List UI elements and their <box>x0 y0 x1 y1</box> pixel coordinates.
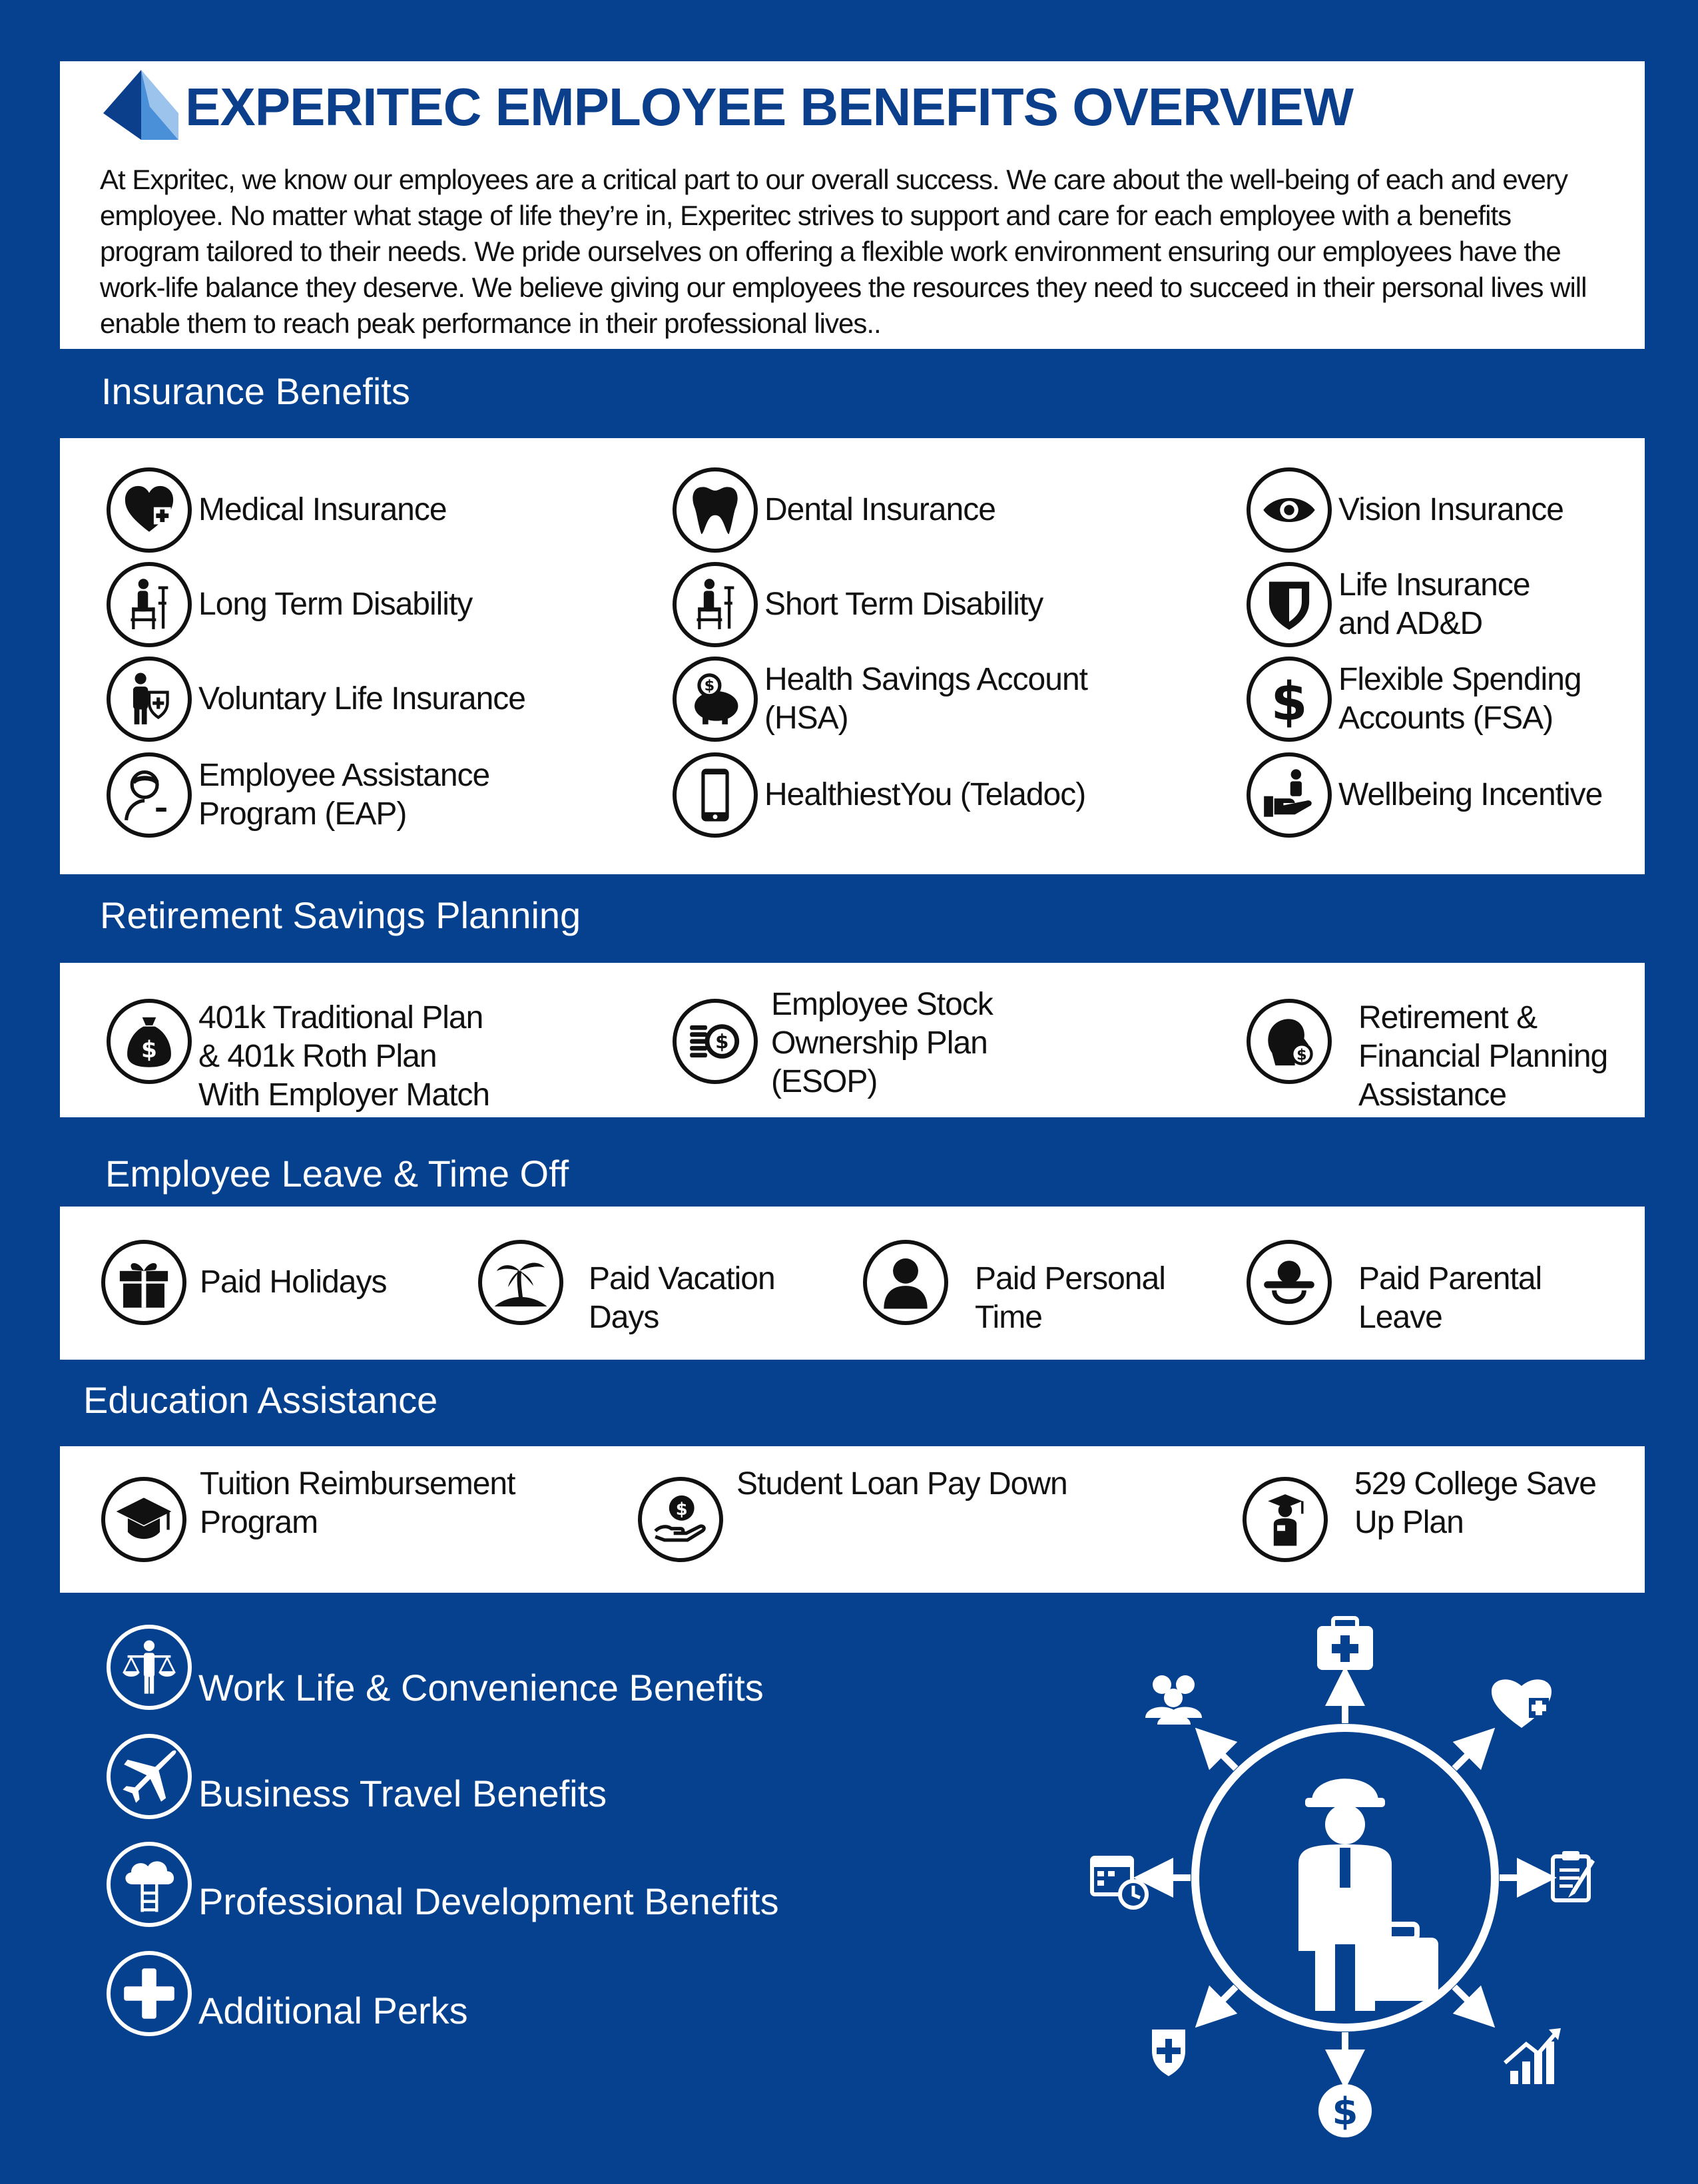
intro-paragraph: At Expritec, we know our employees are a critical part to our overall success. We care about the well-being of each and every employee. No matter what stage of life they’re in, Experitec strives to support and care for each employee with a benefits program tailored to their needs. We pride ourselves on offering a flexible work environment ensuring our employees have the work-life balance they deserve. We believe giving our employees the resources they need to succeed in their personal lives will enable them to reach peak performance in their professional lives.. <box>100 164 1587 339</box>
benefit-item-esop <box>673 987 993 1101</box>
head-dollar-icon <box>1247 999 1332 1084</box>
education-item-529 <box>1243 1466 1596 1562</box>
benefit-item-voluntary-life <box>107 657 525 742</box>
benefit-label: Medical Insurance <box>198 492 447 527</box>
graduate-icon <box>1243 1477 1328 1562</box>
education-label: Tuition Reimbursement Program <box>200 1466 515 1540</box>
benefit-item-life <box>1247 562 1530 647</box>
svg-text:$: $ <box>715 1030 729 1053</box>
benefit-label: Health Savings Account (HSA) <box>764 662 1087 736</box>
benefit-item-medical <box>107 467 447 553</box>
clipboard-check-icon <box>1553 1851 1595 1900</box>
leave-heading: Employee Leave & Time Off <box>105 1153 569 1195</box>
leave-label: Paid Parental Leave <box>1358 1261 1542 1335</box>
wheelchair-crutch-icon <box>107 562 192 647</box>
benefit-label: Flexible Spending Accounts (FSA) <box>1338 662 1581 736</box>
retirement-heading: Retirement Savings Planning <box>100 894 581 936</box>
benefit-label: Employee Stock Ownership Plan (ESOP) <box>771 987 993 1099</box>
education-item-tuition <box>101 1466 515 1562</box>
airplane-icon <box>107 1734 192 1819</box>
education-label: 529 College Save Up Plan <box>1354 1466 1596 1540</box>
leave-item-holidays <box>101 1240 386 1325</box>
coins-stack-icon <box>673 999 758 1084</box>
dollar-icon <box>1247 657 1332 742</box>
person-shield-icon <box>107 657 192 742</box>
graduation-cap-icon <box>101 1477 186 1562</box>
growth-chart-icon <box>1505 2028 1561 2084</box>
perk-business-travel <box>107 1734 607 1819</box>
benefit-label: Short Term Disability <box>764 587 1043 622</box>
benefit-item-fsa <box>1247 657 1581 742</box>
leave-item-vacation <box>478 1240 775 1337</box>
benefit-item-hsa <box>673 657 1087 742</box>
benefits-hub-illustration <box>1079 1611 1611 2157</box>
person-icon <box>863 1240 948 1325</box>
leave-item-personal <box>863 1240 1165 1337</box>
education-label: Student Loan Pay Down <box>736 1466 1067 1502</box>
heart-plus-icon <box>1492 1679 1552 1728</box>
perk-label: Professional Development Benefits <box>198 1880 779 1922</box>
benefit-label: Dental Insurance <box>764 492 995 527</box>
benefit-label: Life Insurance and AD&D <box>1338 567 1530 641</box>
benefit-item-wellbeing <box>1247 752 1602 838</box>
page-title: EXPERITEC EMPLOYEE BENEFITS OVERVIEW <box>185 77 1353 136</box>
smartphone-icon <box>673 752 758 838</box>
benefit-item-dental <box>673 467 995 553</box>
benefit-item-healthiestyou <box>673 752 1085 838</box>
leave-label: Paid Vacation Days <box>589 1261 775 1335</box>
benefit-item-eap <box>107 752 489 838</box>
benefit-item-retirement-planning <box>1247 999 1607 1115</box>
benefit-label: Retirement & Financial Planning Assistance <box>1358 1000 1608 1113</box>
svg-text:$: $ <box>1271 671 1308 728</box>
leave-label: Paid Personal Time <box>975 1261 1165 1335</box>
benefit-item-401k <box>107 999 489 1115</box>
money-bag-icon <box>107 999 192 1084</box>
hand-person-icon <box>1247 752 1332 838</box>
eye-icon <box>1247 467 1332 553</box>
perk-label: Additional Perks <box>198 1989 468 2032</box>
leave-item-parental <box>1247 1240 1542 1337</box>
perk-label: Work Life & Convenience Benefits <box>198 1666 764 1709</box>
piggy-bank-icon <box>673 657 758 742</box>
dollar-coin-icon <box>1318 2084 1372 2137</box>
plus-icon <box>107 1951 192 2036</box>
insurance-heading: Insurance Benefits <box>101 370 410 412</box>
shield-plus-icon <box>1152 2030 1185 2076</box>
calendar-clock-icon <box>1092 1858 1147 1908</box>
group-people-icon <box>1145 1675 1202 1725</box>
svg-text:$: $ <box>1332 2090 1358 2133</box>
benefit-item-ltd <box>107 562 472 647</box>
benefit-label: HealthiestYou (Teladoc) <box>764 777 1086 812</box>
cloud-ladder-icon <box>107 1842 192 1927</box>
palm-island-icon <box>478 1240 563 1325</box>
person-minus-icon <box>107 752 192 838</box>
hand-coin-icon <box>638 1477 723 1562</box>
shield-icon <box>1247 562 1332 647</box>
perk-additional <box>107 1951 468 2036</box>
benefit-label: 401k Traditional Plan & 401k Roth Plan With Employer Match <box>198 1000 490 1113</box>
benefit-label: Vision Insurance <box>1338 492 1563 527</box>
heart-plus-icon <box>107 467 192 553</box>
svg-text:$: $ <box>675 1500 688 1520</box>
benefit-label: Wellbeing Incentive <box>1338 777 1603 812</box>
balance-scale-person-icon <box>107 1625 192 1710</box>
gift-icon <box>101 1240 186 1325</box>
tooth-icon <box>673 467 758 553</box>
pacifier-icon <box>1247 1240 1332 1325</box>
svg-text:$: $ <box>704 677 715 695</box>
perk-professional-development <box>107 1842 779 1927</box>
wheelchair-crutch-icon <box>673 562 758 647</box>
svg-text:$: $ <box>141 1037 157 1064</box>
leave-label: Paid Holidays <box>200 1264 387 1300</box>
perk-label: Business Travel Benefits <box>198 1772 607 1814</box>
medical-kit-icon <box>1317 1618 1373 1670</box>
svg-text:$: $ <box>1296 1046 1307 1064</box>
benefit-label: Long Term Disability <box>198 587 473 622</box>
education-heading: Education Assistance <box>83 1379 438 1421</box>
experitec-logo <box>100 67 180 143</box>
benefit-item-vision <box>1247 467 1563 553</box>
education-item-student-loan <box>638 1466 1067 1562</box>
benefit-item-std <box>673 562 1043 647</box>
benefit-label: Employee Assistance Program (EAP) <box>198 758 490 832</box>
benefit-label: Voluntary Life Insurance <box>198 681 525 716</box>
perk-work-life <box>107 1625 764 1710</box>
